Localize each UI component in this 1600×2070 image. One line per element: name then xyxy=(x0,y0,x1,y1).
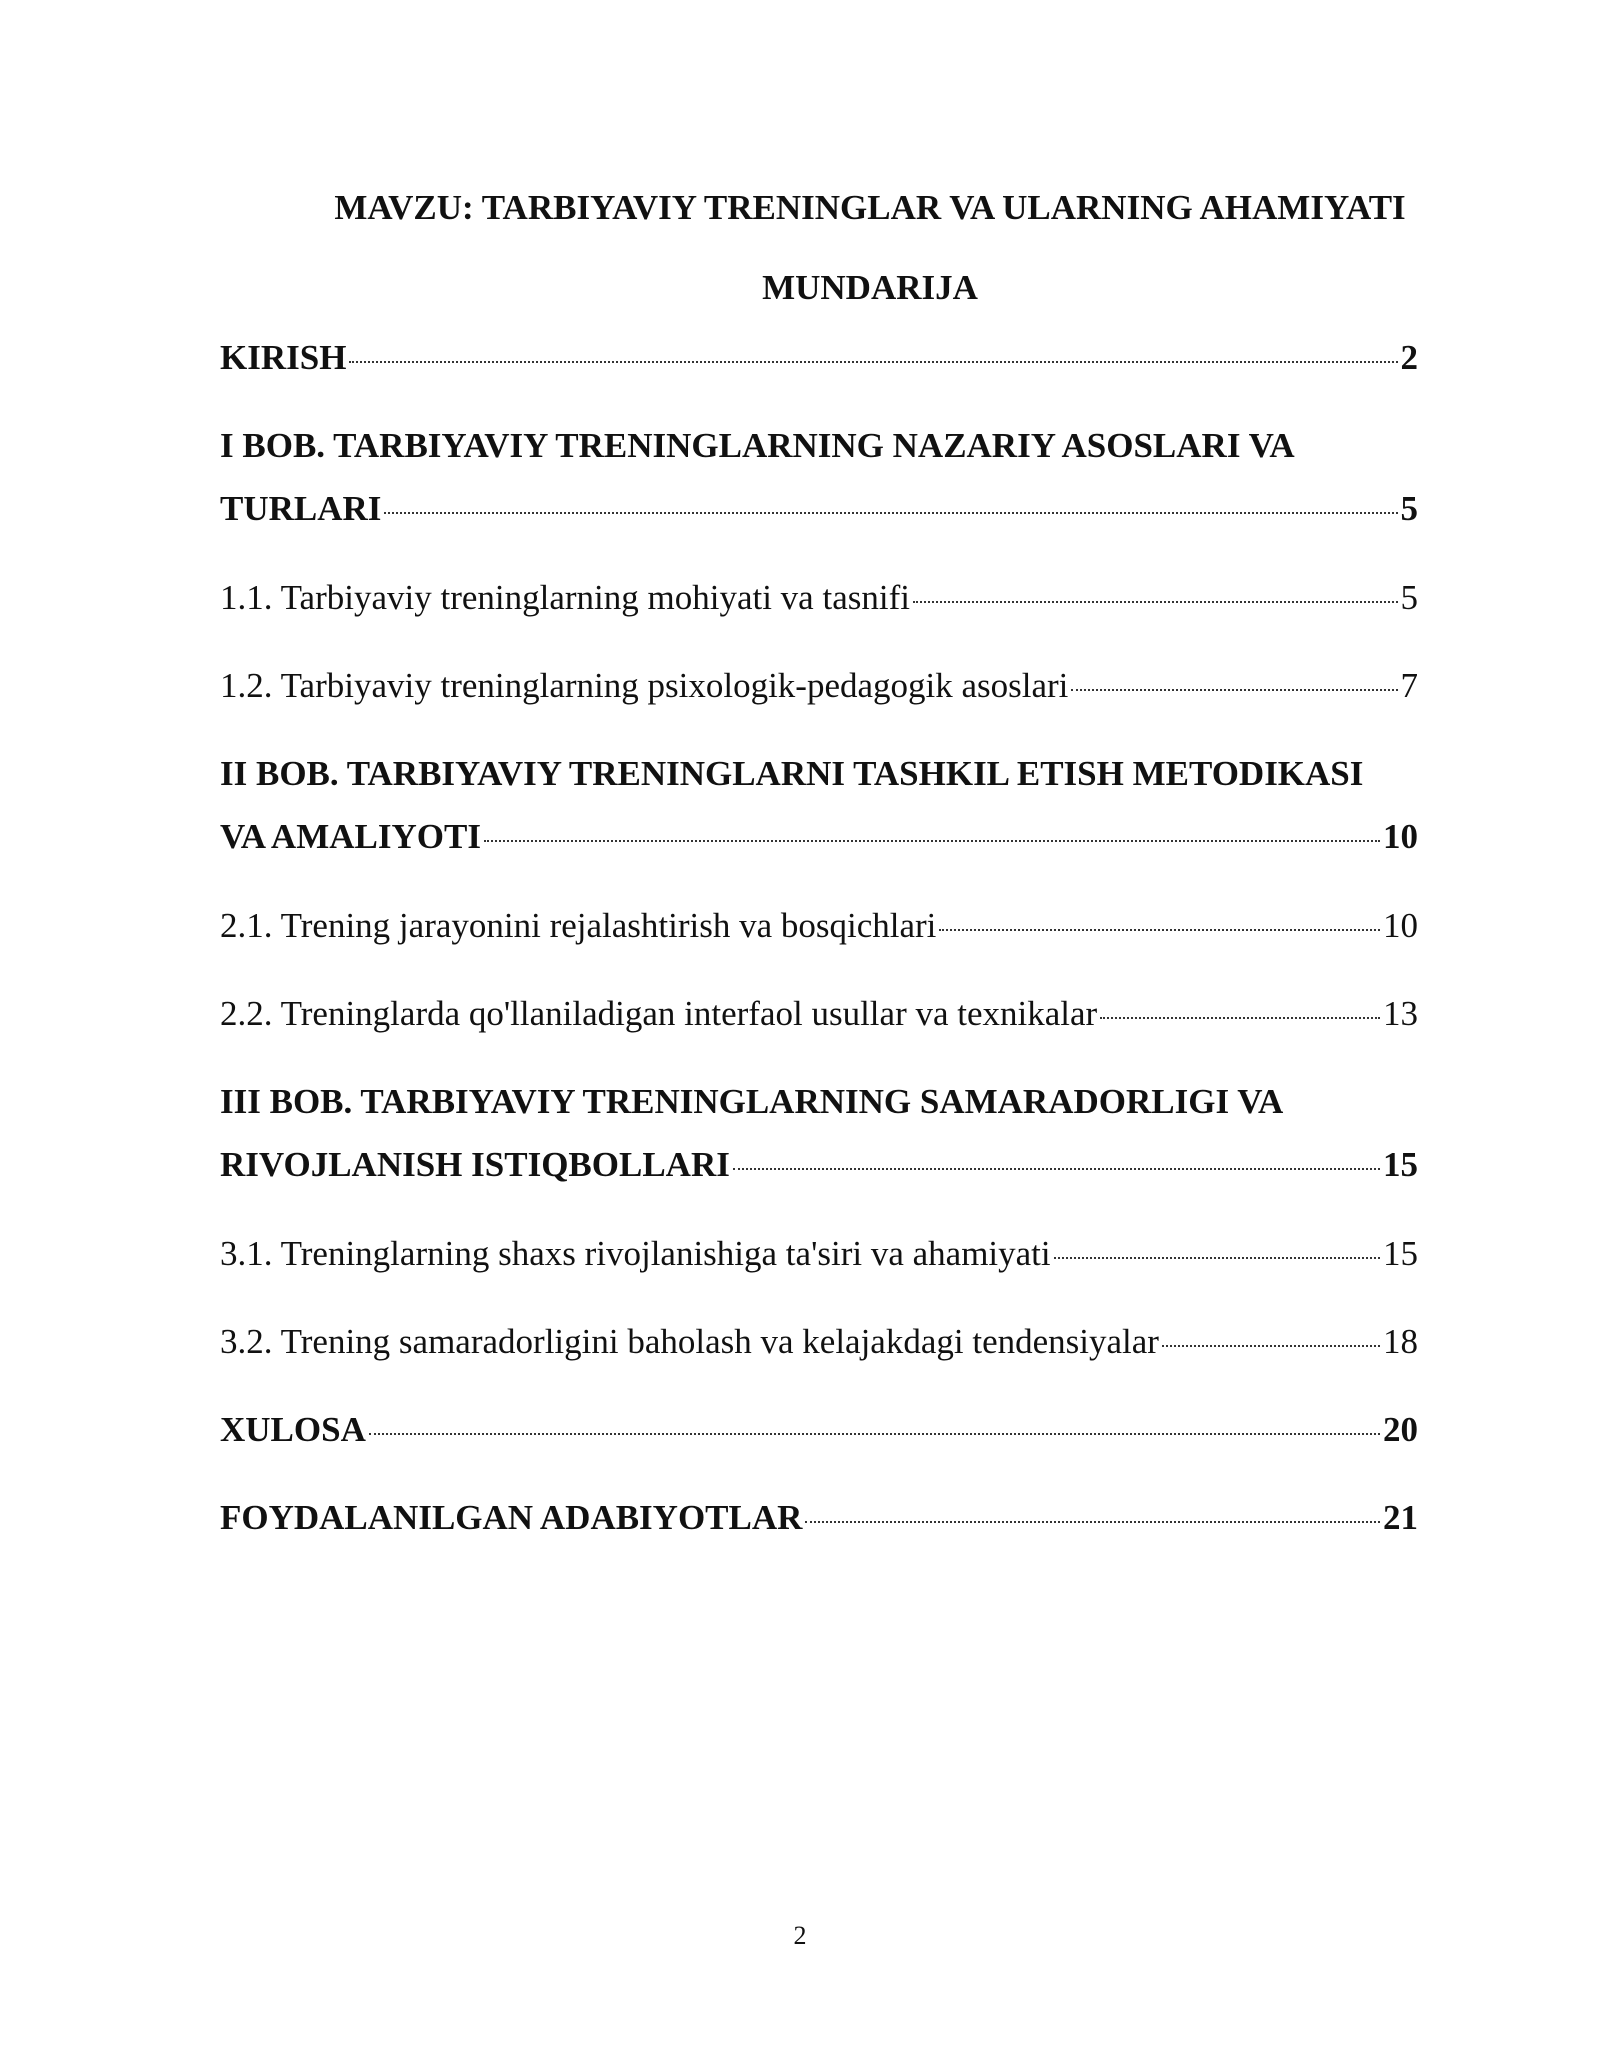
toc-entry-text: FOYDALANILGAN ADABIYOTLAR xyxy=(220,1498,803,1537)
dot-leader xyxy=(1162,1345,1380,1347)
toc-entry-text: VA AMALIYOTI xyxy=(220,817,481,856)
toc-entry-section-2-1[interactable] xyxy=(220,904,1418,948)
toc-page-number: 10 xyxy=(1383,906,1418,945)
toc-entry-text: 3.1. Treninglarning shaxs rivojlanishiga ta'siri va ahamiyati xyxy=(220,1234,1051,1273)
toc-entry-text: RIVOJLANISH ISTIQBOLLARI xyxy=(220,1145,730,1184)
toc-entry-text: KIRISH xyxy=(220,338,347,377)
toc-entry-text: 1.1. Tarbiyaviy treninglarning mohiyati va tasnifi xyxy=(220,578,910,617)
toc-page-number: 2 xyxy=(1400,338,1418,377)
toc-page-number: 7 xyxy=(1400,666,1418,705)
dot-leader xyxy=(349,361,1397,363)
toc-entry-chapter-3[interactable] xyxy=(220,1080,1418,1187)
toc-entry-references[interactable] xyxy=(220,1496,1418,1540)
toc-entry-text: 3.2. Trening samaradorligini baholash va kelajakdagi tendensiyalar xyxy=(220,1322,1159,1361)
dot-leader xyxy=(1071,689,1397,691)
dot-leader xyxy=(1100,1017,1380,1019)
toc-entry-text: TURLARI xyxy=(220,489,382,528)
toc-page-number: 5 xyxy=(1400,578,1418,617)
toc-entry-text-line1: III BOB. TARBIYAVIY TRENINGLARNING SAMARADORLIGI VA xyxy=(220,1082,1284,1121)
dot-leader xyxy=(913,601,1398,603)
toc-entry-kirish[interactable] xyxy=(220,336,1418,380)
toc-page-number: 15 xyxy=(1383,1234,1418,1273)
toc-entry-chapter-2[interactable] xyxy=(220,752,1418,859)
toc-entry-text: 2.2. Treninglarda qo'llaniladigan interfaol usullar va texnikalar xyxy=(220,994,1098,1033)
toc-entry-section-1-1[interactable] xyxy=(220,576,1418,620)
toc-heading: MUNDARIJA xyxy=(762,268,978,307)
toc-entry-text: 2.1. Trening jarayonini rejalashtirish va bosqichlari xyxy=(220,906,937,945)
toc-entry-text: 1.2. Tarbiyaviy treninglarning psixologik-pedagogik asoslari xyxy=(220,666,1069,705)
toc-entry-chapter-1[interactable] xyxy=(220,424,1418,531)
toc-entry-text-line1: I BOB. TARBIYAVIY TRENINGLARNING NAZARIY ASOSLARI VA xyxy=(220,426,1295,465)
toc-entry-section-2-2[interactable] xyxy=(220,992,1418,1036)
dot-leader xyxy=(805,1521,1380,1523)
toc-page-number: 15 xyxy=(1383,1145,1418,1184)
toc-entry-text-line1: II BOB. TARBIYAVIY TRENINGLARNI TASHKIL ETISH METODIKASI xyxy=(220,754,1364,793)
dot-leader xyxy=(369,1433,1380,1435)
toc-entry-text: XULOSA xyxy=(220,1410,366,1449)
dot-leader xyxy=(939,929,1380,931)
page-number: 2 xyxy=(793,1921,807,1950)
dot-leader xyxy=(484,840,1380,842)
toc-page-number: 20 xyxy=(1383,1410,1418,1449)
toc-page-number: 5 xyxy=(1400,489,1418,528)
toc-entry-xulosa[interactable] xyxy=(220,1408,1418,1452)
toc-entry-section-1-2[interactable] xyxy=(220,664,1418,708)
toc-entry-section-3-1[interactable] xyxy=(220,1232,1418,1276)
dot-leader xyxy=(1054,1257,1380,1259)
document-title: MAVZU: TARBIYAVIY TRENINGLAR VA ULARNING AHAMIYATI xyxy=(334,188,1406,227)
toc-entry-section-3-2[interactable] xyxy=(220,1320,1418,1364)
dot-leader xyxy=(733,1168,1380,1170)
toc-page-number: 13 xyxy=(1383,994,1418,1033)
toc-page-number: 18 xyxy=(1383,1322,1418,1361)
dot-leader xyxy=(384,512,1397,514)
toc-page-number: 21 xyxy=(1383,1498,1418,1537)
toc-page-number: 10 xyxy=(1383,817,1418,856)
